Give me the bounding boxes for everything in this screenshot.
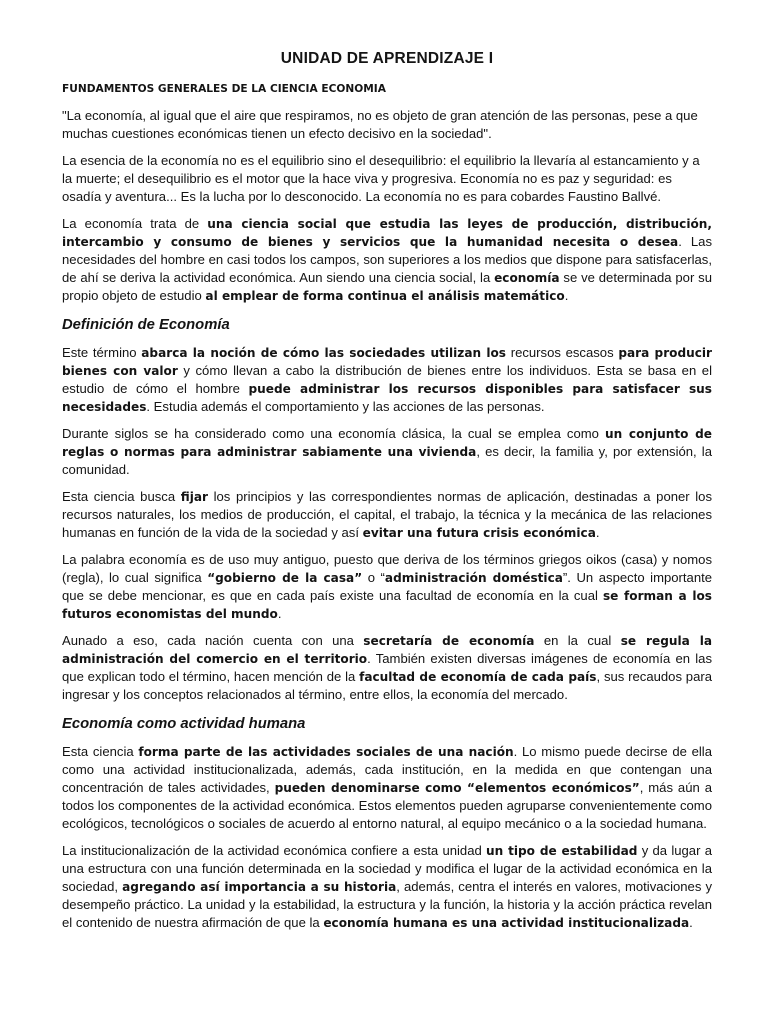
paragraph-secretariat: Aunado a eso, cada nación cuenta con una secretaría de economía en la cual se regula la administración del comercio en el territorio. También existen diversas imágenes de economía en las que explican todo el término, hacen mención de la facultad de economía de cada país, sus recaudos para ingresar y los conceptos relacionados al término, entre ellos, la economía del mercado. [62,633,713,702]
paragraph-principles: Esta ciencia busca fijar los principios y las correspondientes normas de aplicación, destinadas a poner los recursos naturales, los medios de producción, el capital, el trabajo, la técnica y la mecánica de las relaciones humanas en función de la vida de la sociedad y así evitar una futura crisis económica. [62,489,713,540]
paragraph-institutionalization: La institucionalización de la actividad económica confiere a esta unidad un tipo de estabilidad y da lugar a una estructura con una función determinada en la sociedad y modifica el lugar de la actividad económica en la sociedad, agregando así importancia a su historia, además, centra el interés en valores, motivaciones y desempeño práctico. La unidad y la estabilidad, la estructura y la función, la historia y la acción práctica revelan el contenido de nuestra afirmación de que la economía humana es una actividad institucionalizada. [62,843,713,930]
section-subtitle: FUNDAMENTOS GENERALES DE LA CIENCIA ECONOMIA [62,83,386,95]
paragraph-definition-intro: La economía trata de una ciencia social que estudia las leyes de producción, distribución, intercambio y consumo de bienes y servicios que la humanidad necesita o desea. Las necesidades del hombre en casi todos los campos, son superiores a los medios que dispone para satisfacerlas, de ahí se deriva la actividad económica. Aun siendo una ciencia social, la economía se ve determinada por su propio objeto de estudio al emplear de forma continua el análisis matemático. [62,216,712,303]
opening-quote: "La economía, al igual que el aire que respiramos, no es objeto de gran atención de las personas, pese a que muchas cuestiones económicas tienen un efecto decisivo en la sociedad". [62,108,698,141]
document-title: UNIDAD DE APRENDIZAJE I [280,50,494,67]
paragraph-essence: La esencia de la economía no es el equilibrio sino el desequilibrio: el equilibrio la llevaría al estancamiento y a la muerte; el desequilibrio es el motor que la hace viva y progresiva. Economía no es paz y seguridad: es osadía y aventura... Es la lucha por lo desconocido. La economía no es para cobardes Faustino Ballvé. [62,153,700,204]
paragraph-term: Este término abarca la noción de cómo las sociedades utilizan los recursos escasos para producir bienes con valor y cómo llevan a cabo la distribución de bienes entre los individuos. Esta se basa en el estudio de cómo el hombre puede administrar los recursos disponibles para satisfacer sus necesidades. Estudia además el comportamiento y las acciones de las personas. [62,345,713,414]
paragraph-social-activity: Esta ciencia forma parte de las actividades sociales de una nación. Lo mismo puede decirse de ella como una actividad institucionalizada, además, cada institución, en la medida en que contengan una concentración de tales actividades, pueden denominarse como “elementos económicos”, más aún a todos los componentes de la actividad económica. Estos elementos pueden agruparse convenientemente como ecológicos, tecnológicos o sociales de acuerdo al entorno natural, al equipo mecánico o a la sociedad humana. [62,744,712,831]
paragraph-etymology: La palabra economía es de uso muy antiguo, puesto que deriva de los términos griegos oikos (casa) y nomos (regla), lo cual significa “gobierno de la casa” o “administración doméstica”. Un aspecto importante que se debe mencionar, es que en cada país existe una facultad de economía en la cual se forman a los futuros economistas del mundo. [62,552,713,621]
paragraph-classical: Durante siglos se ha considerado como una economía clásica, la cual se emplea como un conjunto de reglas o normas para administrar sabiamente una vivienda, es decir, la familia y, por extensión, la comunidad. [62,426,712,477]
heading-human-activity: Economía como actividad humana [62,716,306,732]
heading-definition: Definición de Economía [62,317,230,333]
